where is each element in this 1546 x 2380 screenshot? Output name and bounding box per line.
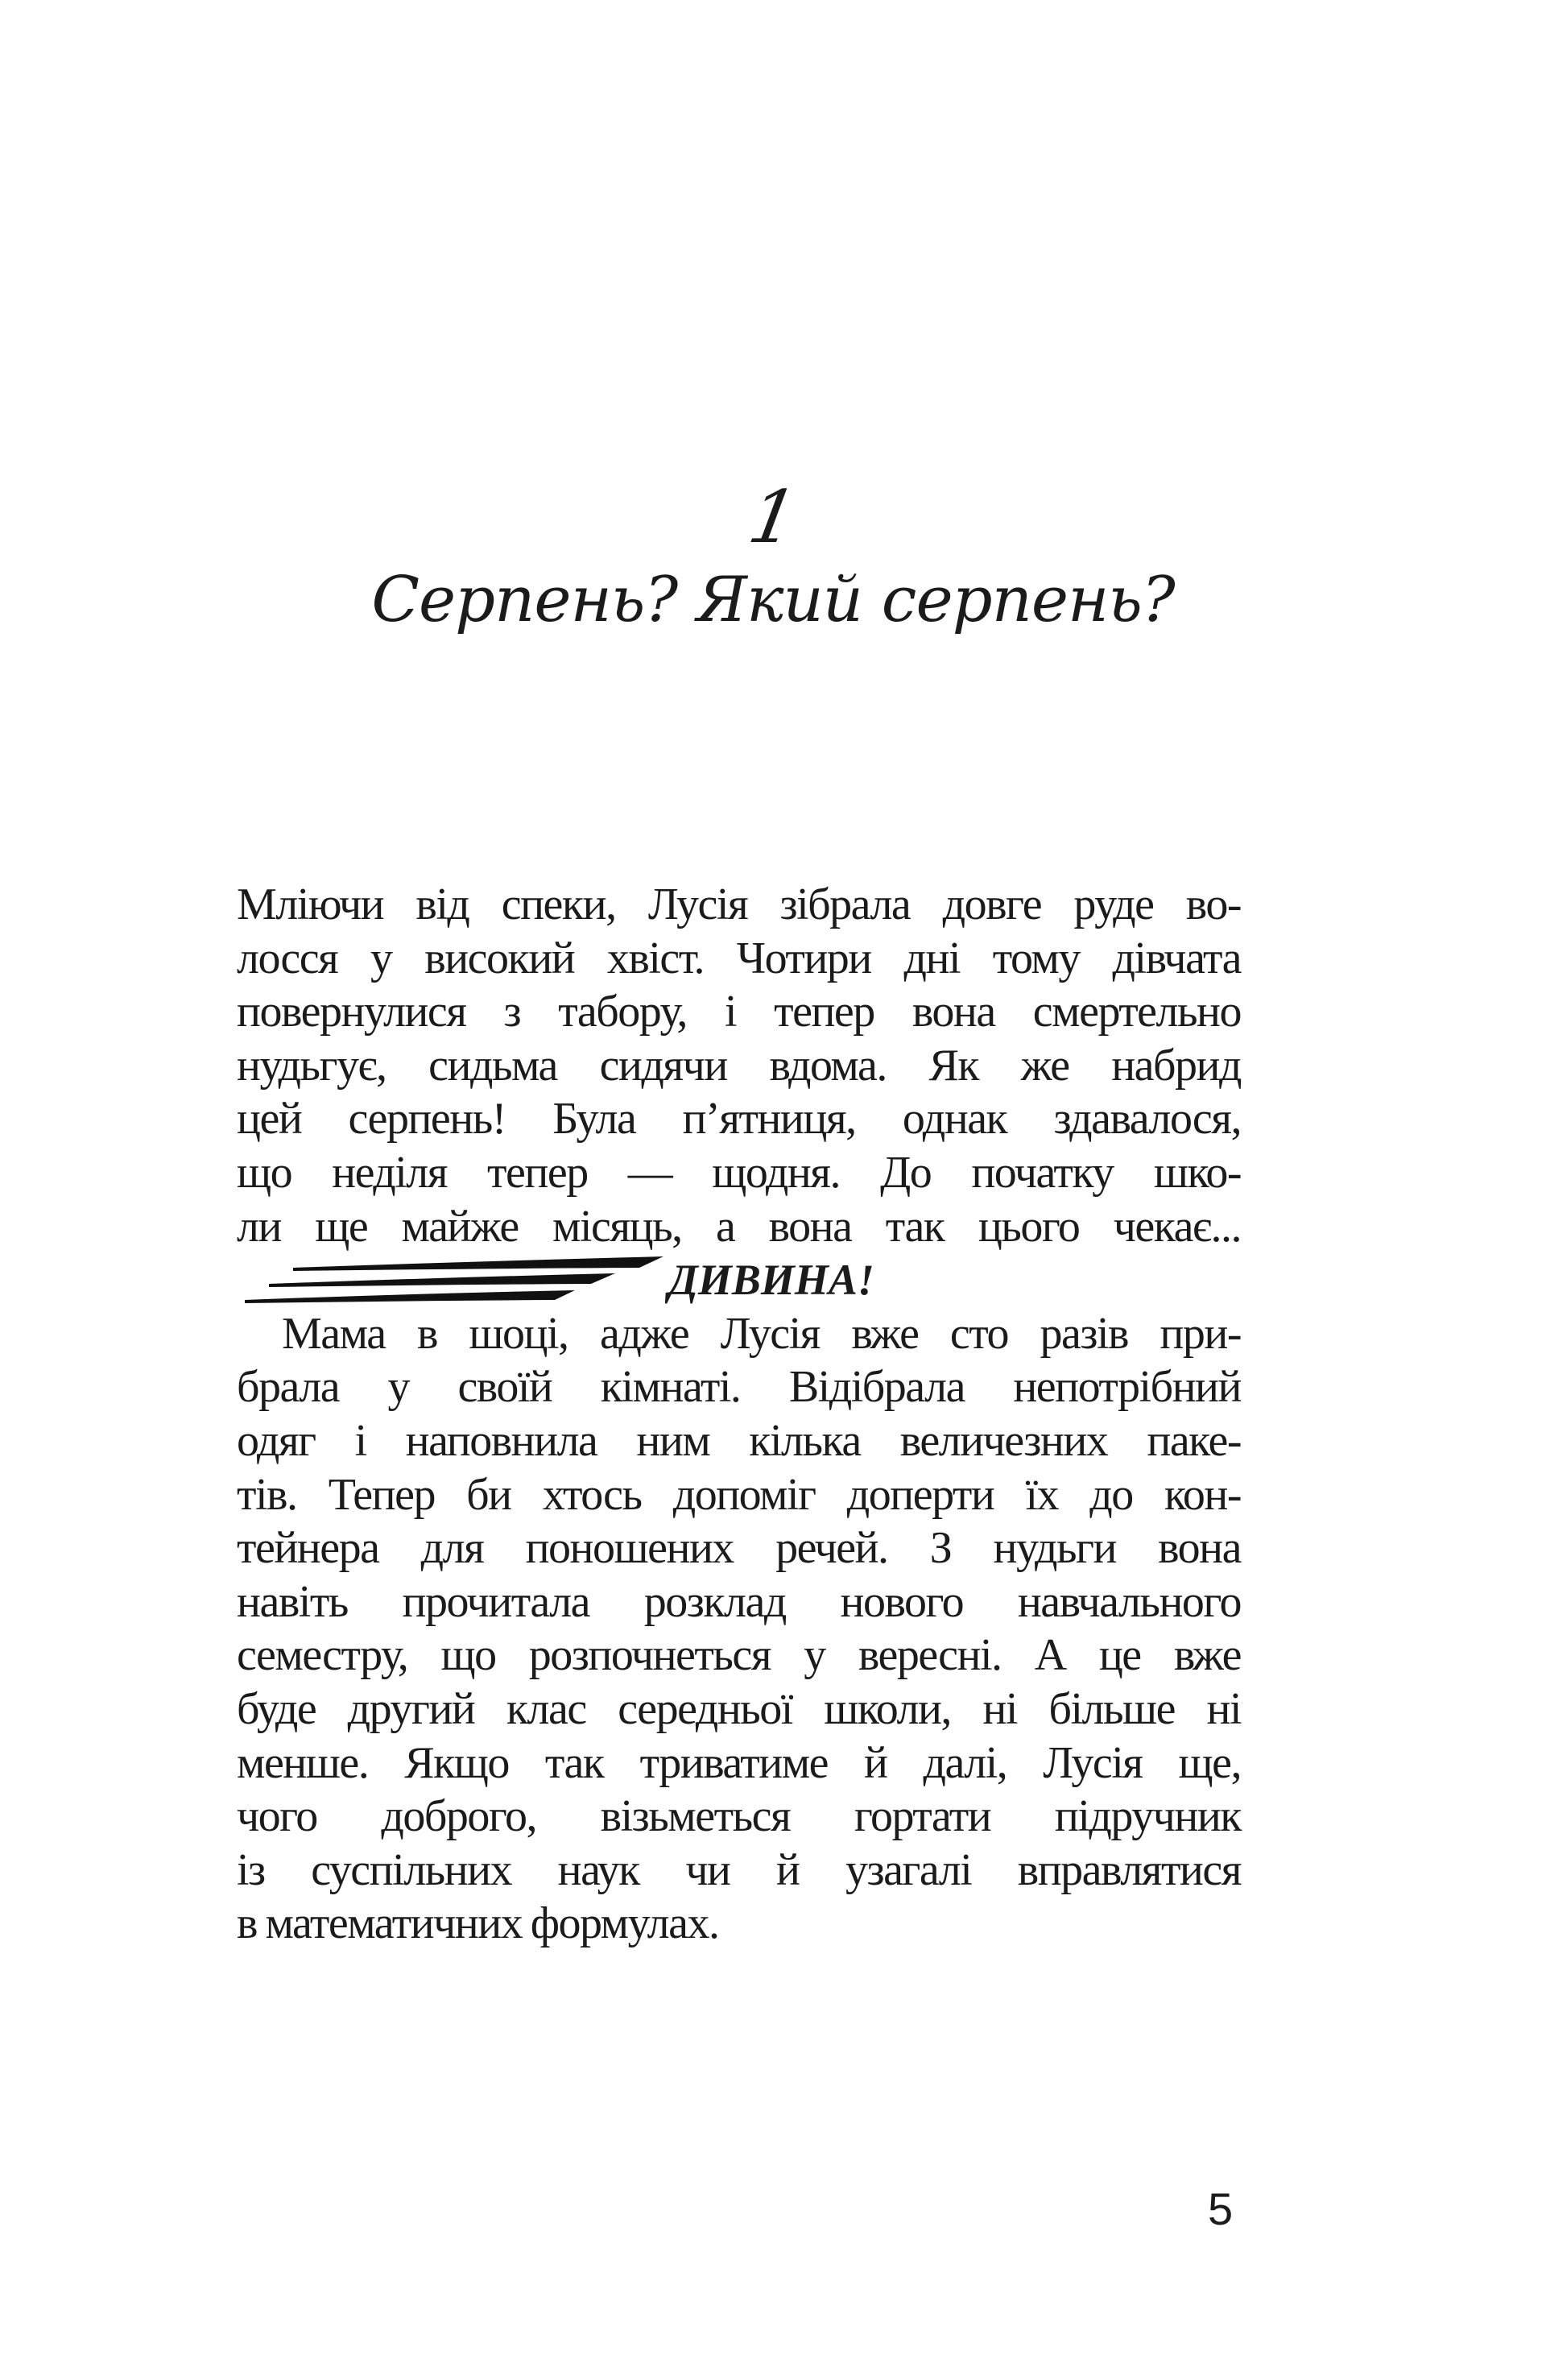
text-line: в математичних формулах. <box>237 1898 719 1949</box>
chapter-title: Серпень? Який серпень? <box>371 564 1175 636</box>
text-line: Мама в шоці, адже Лусія вже сто разів при- <box>282 1308 1241 1359</box>
text-line: одяг і наповнила ним кілька величезних паке- <box>237 1415 1241 1466</box>
text-line: тів. Тепер би хтось допоміг доперти їх до кон- <box>237 1469 1241 1520</box>
text-line: чого доброго, візьметься гортати підручник <box>237 1791 1241 1842</box>
text-line: менше. Якщо так триватиме й далі, Лусія ще, <box>237 1737 1241 1788</box>
text-line: нудьгує, сидьма сидячи вдома. Як же набрид <box>237 1040 1241 1091</box>
exclamation-text: ДИВИНА! <box>668 1256 874 1305</box>
speed-lines-icon <box>237 1253 663 1306</box>
text-line: буде другий клас середньої школи, ні більше ні <box>237 1683 1241 1734</box>
text-line: повернулися з табору, і тепер вона смертельно <box>237 987 1241 1037</box>
exclamation-row <box>237 1253 1241 1307</box>
text-line: із суспільних наук чи й узагалі вправлятися <box>237 1844 1241 1895</box>
text-line: брала у своїй кімнаті. Відібрала непотрібний <box>237 1362 1241 1413</box>
text-line: навіть прочитала розклад нового навчального <box>237 1576 1241 1627</box>
text-line: лосся у високий хвіст. Чотири дні тому дівчата <box>237 933 1241 983</box>
text-line: Мліючи від спеки, Лусія зібрала довге руде во- <box>237 880 1241 929</box>
text-line: ли ще майже місяць, а вона так цього чекає... <box>237 1201 1241 1252</box>
text-line: тейнера для поношених речей. З нудьги вона <box>237 1523 1241 1574</box>
text-line: що неділя тепер — щодня. До початку шко- <box>237 1147 1241 1198</box>
paragraph-1 <box>237 878 1241 1253</box>
text-line: цей серпень! Була п’ятниця, однак здавалося, <box>237 1094 1241 1144</box>
body-text <box>237 878 1241 1951</box>
text-line: семестру, що розпочнеться у вересні. А це вже <box>237 1630 1241 1681</box>
chapter-number: 1 <box>742 475 804 560</box>
paragraph-2 <box>237 1307 1241 1951</box>
page-number: 5 <box>1208 2183 1234 2234</box>
